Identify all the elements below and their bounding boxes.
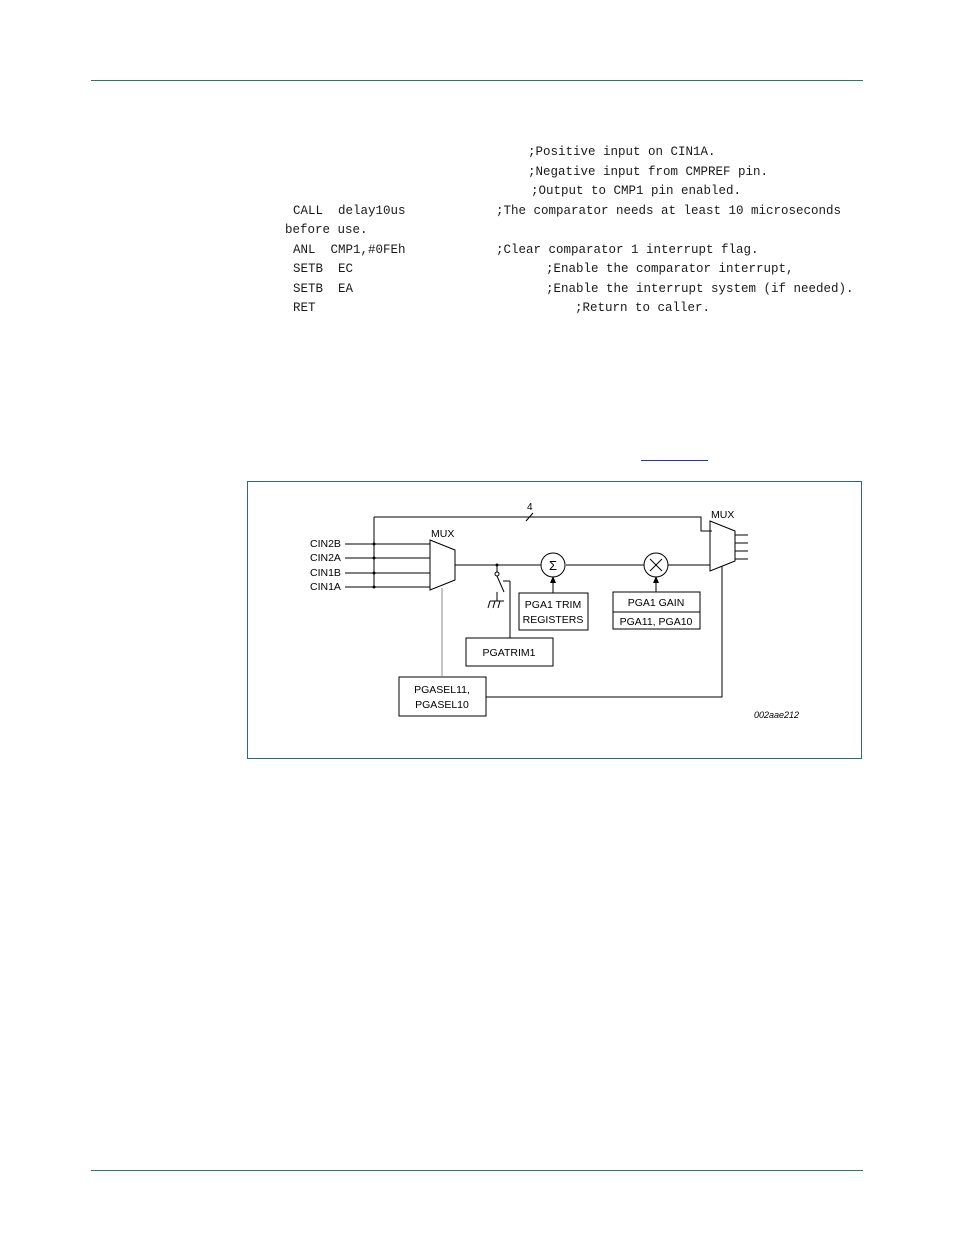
code-comment: ;The comparator needs at least 10 microseconds <box>496 204 842 218</box>
code-comment-continued: before use. <box>285 223 368 237</box>
code-comment: ;Enable the comparator interrupt, <box>546 262 794 276</box>
bus-width-label: 4 <box>527 502 533 513</box>
code-instruction: SETB EC <box>293 262 354 276</box>
code-instruction: CALL delay10us <box>293 204 406 218</box>
input-label-cin2b: CIN2B <box>310 538 341 550</box>
trim-box-line1: PGA1 TRIM <box>524 599 582 611</box>
mux-right-label: MUX <box>711 509 735 521</box>
code-comment: ;Positive input on CIN1A. <box>528 145 716 159</box>
code-comment: ;Enable the interrupt system (if needed). <box>546 282 854 296</box>
mux-left-label: MUX <box>431 528 455 540</box>
sum-symbol: Σ <box>548 558 558 573</box>
code-instruction: SETB EA <box>293 282 354 296</box>
input-label-cin1a: CIN1A <box>310 581 341 593</box>
gain-box-top: PGA1 GAIN <box>627 597 685 609</box>
figure-id: 002aae212 <box>754 710 800 720</box>
code-instruction: ANL CMP1,#0FEh <box>293 243 406 257</box>
gain-box-bottom: PGA11, PGA10 <box>619 616 693 628</box>
input-label-cin2a: CIN2A <box>310 552 341 564</box>
pgasel-box-line1: PGASEL11, <box>414 684 470 696</box>
code-comment: ;Output to CMP1 pin enabled. <box>531 184 742 198</box>
pgasel-box-line2: PGASEL10 <box>415 699 469 711</box>
code-comment: ;Return to caller. <box>575 301 711 315</box>
code-comment: ;Negative input from CMPREF pin. <box>528 165 769 179</box>
pgatrim-box: PGATRIM1 <box>482 647 536 659</box>
input-label-cin1b: CIN1B <box>310 567 341 579</box>
code-comment: ;Clear comparator 1 interrupt flag. <box>496 243 759 257</box>
trim-box-line2: REGISTERS <box>522 614 584 626</box>
code-instruction: RET <box>293 301 316 315</box>
